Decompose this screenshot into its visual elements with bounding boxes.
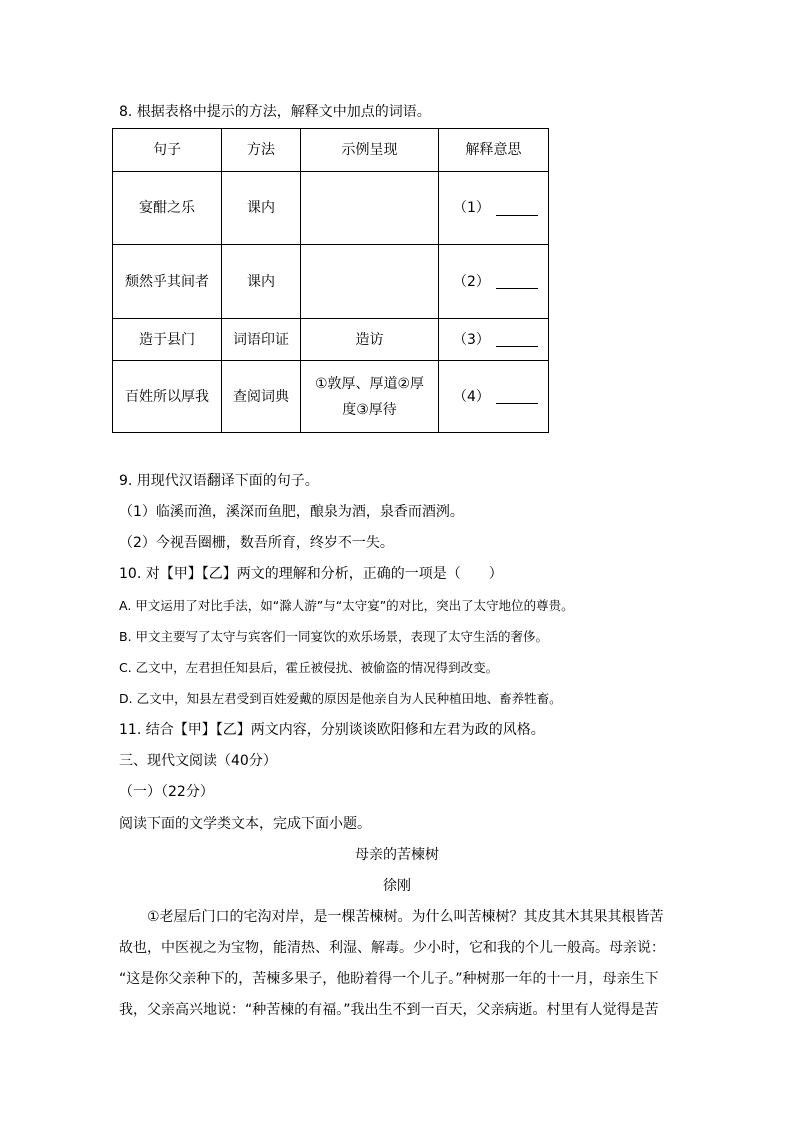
question-9-sentence-1: （1）临溪而渔，溪深而鱼肥，酿泉为酒，泉香而酒洌。	[119, 504, 464, 520]
question-8-title: 8. 根据表格中提示的方法，解释文中加点的词语。	[119, 104, 431, 120]
question-10-title: 10. 对【甲】【乙】两文的理解和分析，正确的一项是（ ）	[119, 566, 503, 582]
section-3-title: 三、现代文阅读（40分）	[119, 753, 277, 769]
answer-label: （1）	[453, 200, 490, 216]
question-9-sentence-2: （2）今视吾圈栅，数吾所育，终岁不一失。	[119, 535, 394, 551]
row-sentence: 宴酣之乐	[113, 172, 222, 245]
table-row	[113, 245, 549, 319]
row-method: 课内	[222, 172, 301, 245]
table-header-row	[113, 129, 549, 172]
row-example	[301, 245, 439, 319]
answer-blank[interactable]	[496, 332, 538, 347]
row-example: ①敦厚、厚道②厚度③厚待	[301, 361, 439, 433]
row-sentence: 颓然乎其间者	[113, 245, 222, 319]
answer-label: （4）	[453, 388, 490, 405]
question-10-option-a: A. 甲文运用了对比手法，如“滁人游”与“太守宴”的对比，突出了太守地位的尊贵。	[119, 598, 574, 613]
paragraph-line: “这是你父亲种下的，苦楝多果子，他盼着得一个儿子。”种树那一年的十一月，母亲生下	[119, 971, 659, 987]
header-sentence: 句子	[113, 129, 222, 172]
row-sentence: 造于县门	[113, 319, 222, 361]
row-example: 造访	[301, 319, 439, 361]
paragraph-line: ①老屋后门口的宅沟对岸，是一棵苦楝树。为什么叫苦楝树？其皮其木其果其根皆苦	[119, 909, 664, 925]
table-row	[113, 319, 549, 361]
row-example	[301, 172, 439, 245]
row-method: 查阅词典	[222, 361, 301, 433]
question-10-option-d: D. 乙文中，知县左君受到百姓爱戴的原因是他亲自为人民种植田地、畜养牲畜。	[119, 691, 562, 706]
answer-blank[interactable]	[496, 274, 538, 289]
row-method: 课内	[222, 245, 301, 319]
section-3-instruction: 阅读下面的文学类文本，完成下面小题。	[119, 816, 371, 832]
question-10-option-b: B. 甲文主要写了太守与宾客们一同宴饮的欢乐场景，表现了太守生活的奢侈。	[119, 629, 549, 644]
section-3-sub: （一）（22分）	[119, 784, 214, 800]
paragraph-line: 我，父亲高兴地说：“种苦楝的有福。”我出生不到一百天，父亲病逝。村里有人觉得是苦	[119, 1002, 659, 1018]
table-row	[113, 172, 549, 245]
answer-label: （3）	[453, 331, 490, 348]
answer-blank[interactable]	[496, 201, 538, 216]
answer-label: （2）	[453, 273, 490, 290]
row-answer	[439, 245, 549, 319]
row-answer	[439, 172, 549, 245]
question-10-option-c: C. 乙文中，左君担任知县后，霍丘被侵扰、被偷盗的情况得到改变。	[119, 660, 499, 675]
paragraph-line: 故也，中医视之为宝物，能清热、利湿、解毒。少小时，它和我的个儿一般高。母亲说：	[119, 940, 665, 956]
question-11-title: 11. 结合【甲】【乙】两文内容，分别谈谈欧阳修和左君为政的风格。	[119, 722, 545, 738]
header-meaning: 解释意思	[439, 129, 549, 172]
article-author: 徐刚	[383, 878, 411, 894]
row-method: 词语印证	[222, 319, 301, 361]
article-paragraph-1	[119, 902, 677, 1026]
row-answer	[439, 319, 549, 361]
answer-blank[interactable]	[496, 389, 538, 404]
row-sentence: 百姓所以厚我	[113, 361, 222, 433]
vocab-table	[112, 128, 549, 433]
header-method: 方法	[222, 129, 301, 172]
table-row	[113, 361, 549, 433]
row-answer	[439, 361, 549, 433]
question-9-title: 9. 用现代汉语翻译下面的句子。	[119, 473, 319, 489]
header-example: 示例呈现	[301, 129, 439, 172]
article-title: 母亲的苦楝树	[355, 847, 439, 863]
